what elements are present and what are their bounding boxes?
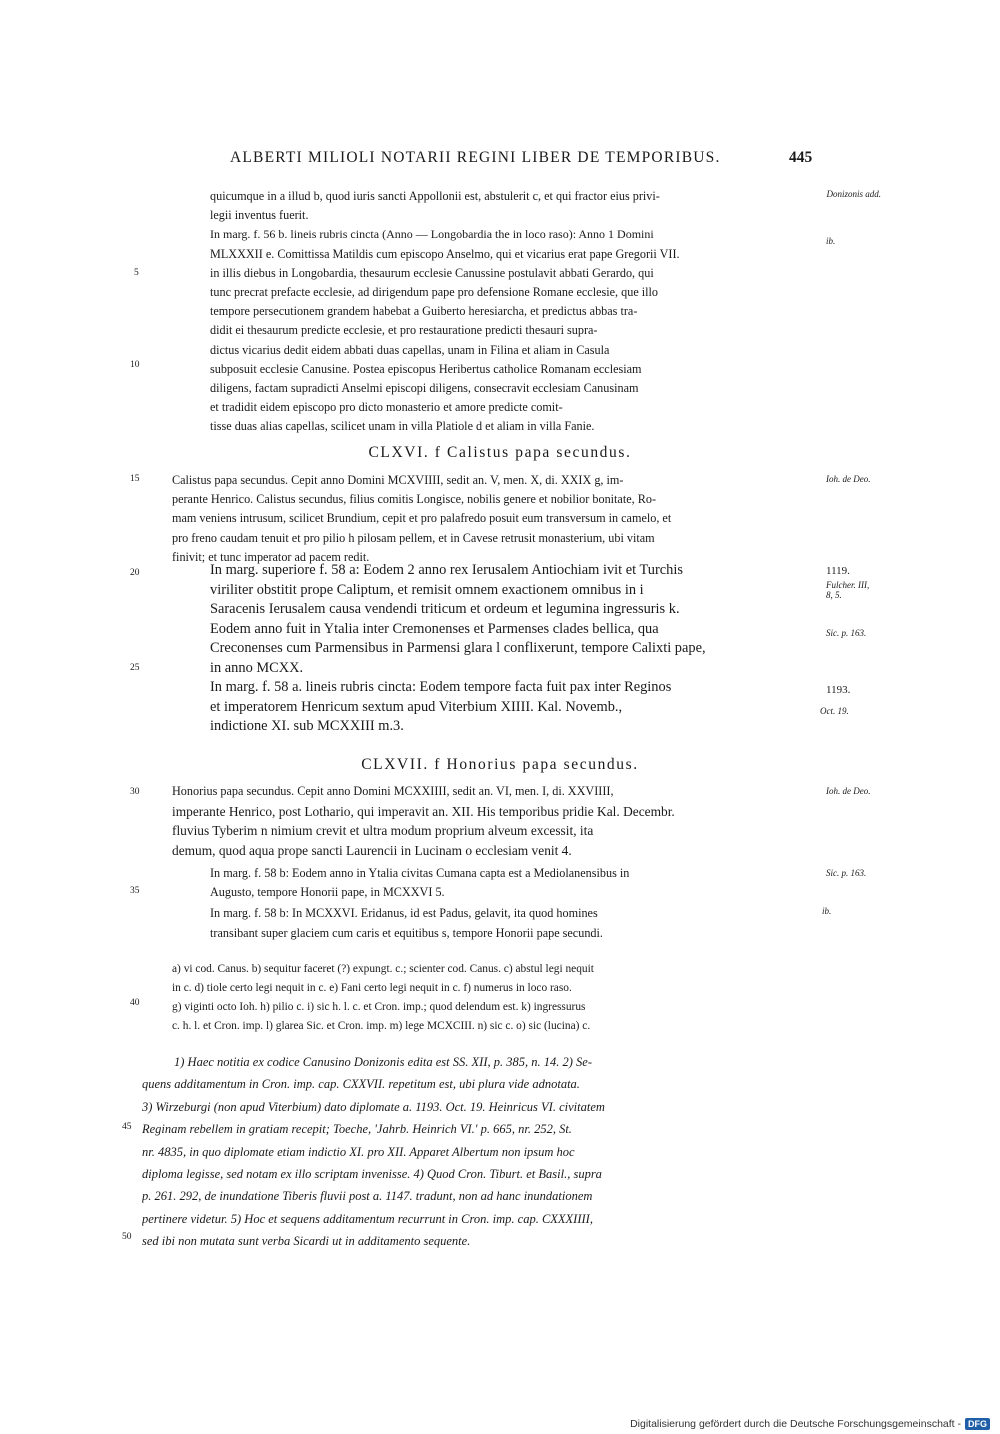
text-line: imperante Henrico, post Lothario, qui imperavit an. XII. His temporibus pridie Kal. Decembr.	[172, 803, 675, 819]
margin-source-note: Ioh. de Deo.	[826, 474, 871, 484]
line-number: 15	[130, 474, 140, 484]
text-line: tunc precrat prefacte ecclesie, ad dirigendum pape pro defensione Romane ecclesie, que illo	[210, 285, 659, 300]
margin-source-note: ib.	[822, 906, 832, 916]
text-line: dictus vicarius dedit eidem abbati duas capellas, unam in Filina et aliam in Casula	[210, 342, 610, 357]
text-line: in anno MCXX.	[210, 659, 304, 676]
text-line: transibant super glaciem cum caris et equitibus s, tempore Honorii pape secundi.	[210, 925, 603, 940]
critical-apparatus	[172, 960, 818, 1036]
text-line: Honorius papa secundus. Cepit anno Domini MCXXIIII, sedit an. VI, men. I, di. XXVIIII,	[172, 784, 614, 798]
text-line: Creconenses cum Parmensibus in Parmensi glara l conflixerunt, tempore Calixti pape,	[210, 640, 706, 656]
text-line: In marg. superiore f. 58 a: Eodem 2 anno rex Ierusalem Antiochiam ivit et Turchis	[210, 562, 683, 578]
chapter-heading: CLXVII. f Honorius papa secundus.	[361, 756, 639, 773]
margin-source-note: ib.	[826, 236, 836, 246]
historical-notes	[142, 1051, 818, 1253]
text-line: subposuit ecclesie Canusine. Postea episcopus Heribertus catholice Romanam ecclesiam	[210, 361, 642, 376]
text-line: tempore persecutionem grandem habebat a Guiberto heresiarcha, et predictus abbas tra-	[210, 304, 638, 319]
chapter-66-text	[172, 471, 818, 567]
apparatus-line: g) viginti octo Ioh. h) pilio c. i) sic h. l. c. et Cron. imp.; quod delendum est. k) ingressurus	[172, 1001, 586, 1013]
text-line: et imperatorem Henricum sextum apud Viterbium XIIII. Kal. Novemb.,	[210, 698, 623, 715]
margin-source-note: Ioh. de Deo.	[826, 786, 871, 796]
text-line: in illis diebus in Longobardia, thesaurum ecclesie Canussine postulavit abbati Gerardo, qui	[210, 265, 654, 280]
margin-source-note: Oct. 19.	[820, 706, 849, 716]
chapter-66-addition	[210, 561, 818, 737]
apparatus-line: in c. d) tiole certo legi nequit in c. e) Fani certo legi nequit in c. f) numerus in loco raso.	[172, 982, 572, 994]
margin-source-note: Fulcher. III, 8, 5.	[826, 580, 870, 600]
line-number: 20	[130, 568, 140, 578]
chapter-heading: CLXVI. f Calistus papa secundus.	[368, 444, 632, 461]
line-number: 10	[130, 360, 140, 370]
chapter-67-text	[172, 782, 818, 860]
text-line: In marg. f. 58 a. lineis rubris cincta: Eodem tempore facta fuit pax inter Reginos	[210, 679, 672, 695]
margin-source-note: Sic. p. 163.	[826, 868, 867, 878]
line-number: 40	[130, 998, 140, 1008]
text-line: In marg. f. 58 b: In MCXXVI. Eridanus, id est Padus, gelavit, ita quod homines	[210, 906, 598, 921]
apparatus-line: c. h. l. et Cron. imp. l) glarea Sic. et Cron. imp. m) lege MCXCIII. n) sic c. o) sic (lucina) c.	[172, 1020, 591, 1032]
text-line: diligens, factam supradicti Anselmi episcopi diligens, consecravit ecclesiam Canusinam	[210, 381, 639, 396]
note-line: 1) Haec notitia ex codice Canusino Donizonis edita est SS. XII, p. 385, n. 14. 2) Se-	[174, 1055, 592, 1069]
text-line: fluvius Tyberim n nimium crevit et ultra modum proprium alveum excessit, ita	[172, 823, 594, 838]
note-line: pertinere videtur. 5) Hoc et sequens additamentum recurrunt in Cron. imp. cap. CXXXIIII,	[142, 1211, 593, 1226]
line-number: 5	[134, 268, 139, 278]
text-line: demum, quod aqua prope sancti Laurencii in Lucinam o ecclesiam venit 4.	[172, 842, 572, 858]
line-number: 35	[130, 886, 140, 896]
note-line: Reginam rebellem in gratiam recepit; Toeche, 'Jahrb. Heinrich VI.' p. 665, nr. 252, St.	[142, 1122, 572, 1137]
text-line: finivit; et tunc imperator ad pacem redit.	[172, 549, 370, 564]
margin-source-note: Sic. p. 163.	[826, 628, 867, 638]
note-line: p. 261. 292, de inundatione Tiberis fluvii post a. 1147. tradunt, non ad hanc inundationem	[142, 1189, 593, 1204]
note-line: sed ibi non mutata sunt verba Sicardi ut in additamento sequente.	[142, 1234, 471, 1249]
text-line: MLXXXII e. Comittissa Matildis cum episcopo Anselmo, qui et vicarius erat pape Gregorii VII.	[210, 246, 680, 261]
line-number: 50	[122, 1232, 132, 1242]
text-line: pro freno caudam tenuit et pro pilio h pilosam pellem, et in Cavese retrusit monasterium, ubi vitam	[172, 530, 655, 545]
note-line: diploma legisse, sed notam ex illo scriptam invenisse. 4) Quod Cron. Tiburt. et Basil., supra	[142, 1167, 602, 1182]
text-line: In marg. f. 56 b. lineis rubris cincta (Anno — Longobardia the in loco raso): Anno 1 Domini	[210, 227, 654, 242]
credit-text: Digitalisierung gefördert durch die Deutsche Forschungsgemeinschaft -	[630, 1418, 961, 1430]
text-line: Calistus papa secundus. Cepit anno Domini MCXVIIII, sedit an. V, men. X, di. XXIX g, im-	[172, 473, 624, 487]
note-line: 3) Wirzeburgi (non apud Viterbium) dato diplomate a. 1193. Oct. 19. Heinricus VI. civitatem	[142, 1099, 605, 1114]
text-line: quicumque in a illud b, quod iuris sancti Appollonii est, abstulerit c, et qui fractor eius privi-	[210, 189, 660, 203]
running-title: ALBERTI MILIOLI NOTARII REGINI LIBER DE TEMPORIBUS.	[230, 149, 721, 166]
chapter-67-addition	[210, 864, 818, 943]
line-number: 30	[130, 787, 140, 797]
line-number: 45	[122, 1122, 132, 1132]
top-section	[210, 187, 818, 437]
note-line: nr. 4835, in quo diplomate etiam indictio XI. pro XII. Apparet Albertum non ipsum hoc	[142, 1144, 575, 1159]
margin-source-note: 1193.	[826, 684, 851, 696]
text-line: et tradidit eidem episcopo pro dicto monasterio et amore predicte comit-	[210, 400, 563, 415]
margin-source-note: Donizonis add.	[826, 189, 881, 199]
note-line: quens additamentum in Cron. imp. cap. CXXVII. repetitum est, ubi plura vide adnotata.	[142, 1077, 580, 1092]
page-number: 445	[789, 149, 813, 166]
text-line: Eodem anno fuit in Ytalia inter Cremonenses et Parmenses clades bellica, qua	[210, 620, 659, 637]
text-line: viriliter obstitit prope Caliptum, et remisit omnem exactionem omnibus in i	[210, 581, 644, 598]
text-line: indictione XI. sub MCXXIII m.3.	[210, 718, 404, 734]
text-line: mam veniens intrusum, scilicet Brundium, cepit et pro palafredo posuit eum transversum in camelo, et	[172, 511, 672, 526]
text-line: In marg. f. 58 b: Eodem anno in Ytalia civitas Cumana capta est a Mediolanensibus in	[210, 866, 630, 880]
text-line: didit ei thesaurum predicte ecclesie, et pro restauratione predicti thesauri supra-	[210, 323, 598, 338]
text-line: Augusto, tempore Honorii pape, in MCXXVI 5.	[210, 885, 445, 900]
digitization-credit	[630, 1418, 990, 1430]
line-number: 25	[130, 663, 140, 673]
apparatus-line: a) vi cod. Canus. b) sequitur faceret (?) expungt. c.; scienter cod. Canus. c) abstul legi nequit	[172, 963, 594, 975]
text-line: Saracenis Ierusalem causa vendendi triticum et ordeum et legumina ingressuris k.	[210, 601, 680, 617]
text-line: perante Henrico. Calistus secundus, filius comitis Longisce, nobilis genere et nobilior bonitate, Ro-	[172, 492, 657, 507]
dfg-logo: DFG	[965, 1418, 990, 1430]
text-line: tisse duas alias capellas, scilicet unam in villa Platiole d et aliam in villa Fanie.	[210, 419, 595, 434]
margin-source-note: 1119.	[826, 565, 850, 577]
text-line: legii inventus fuerit.	[210, 208, 309, 223]
